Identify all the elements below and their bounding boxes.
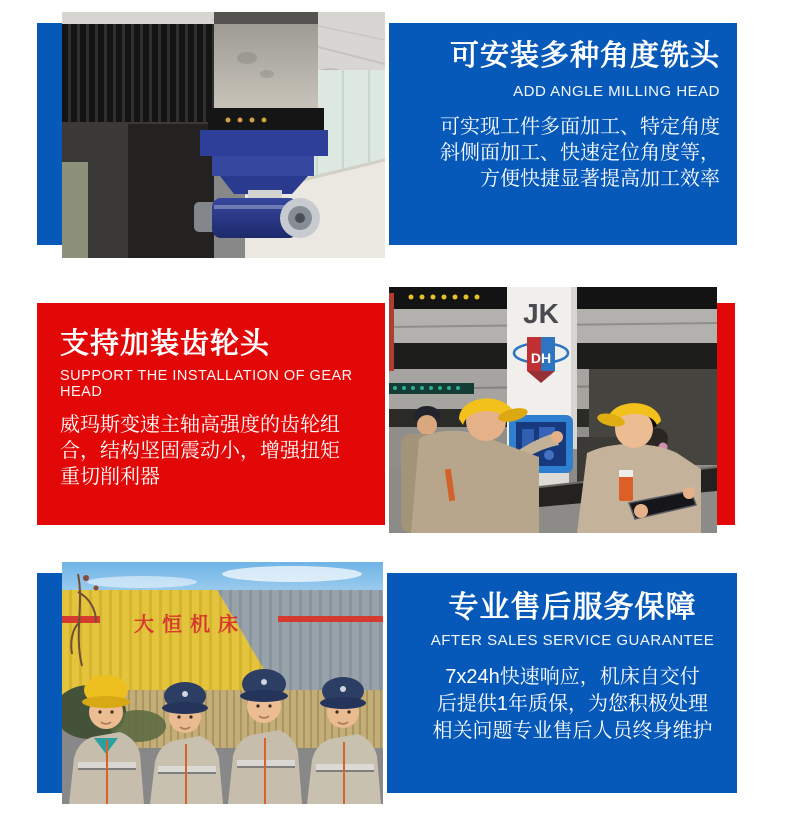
engineers-inspecting-machine-photo	[385, 287, 717, 533]
building-sign-text: 大恒机床	[134, 614, 246, 636]
body-line: 后提供1年质保，为您积极处理	[436, 692, 709, 715]
gantry-beam	[62, 24, 214, 124]
section-title: 可安装多种角度铣头	[449, 40, 720, 72]
gantry-milling-machine-photo	[62, 12, 389, 258]
section-after-sales-text	[420, 591, 725, 745]
body-line: 方便快捷显著提高加工效率	[480, 168, 720, 191]
section-body	[420, 664, 725, 745]
section-subtitle: AFTER SALES SERVICE GUARANTEE	[430, 631, 715, 649]
body-line: 重切削利器	[60, 466, 160, 489]
section-gear-head-text	[60, 328, 390, 490]
section-angle-milling-text	[400, 40, 720, 192]
team-photo-illustration	[62, 562, 383, 804]
section-body	[60, 412, 390, 490]
body-line: 相关问题专业售后人员终身维护	[432, 719, 713, 742]
body-line: 可实现工件多面加工、特定角度	[440, 116, 720, 139]
machine-logo-bottom-text: DH	[530, 350, 552, 366]
machine-logo-top-text: JK	[523, 298, 559, 329]
section-subtitle: ADD ANGLE MILLING HEAD	[513, 83, 720, 101]
service-team-photo	[62, 562, 387, 804]
body-line: 斜侧面加工、快速定位角度等，	[440, 142, 720, 165]
section-title: 专业售后服务保障	[448, 591, 697, 624]
body-line: 威玛斯变速主轴高强度的齿轮组	[60, 414, 340, 437]
section-subtitle: SUPPORT THE INSTALLATION OF GEAR HEAD	[60, 368, 353, 401]
section-body	[400, 114, 720, 192]
section-title: 支持加装齿轮头	[60, 328, 271, 360]
body-line: 合，结构坚固震动小，增强扭矩	[60, 440, 340, 463]
machine-photo-illustration	[62, 12, 385, 258]
body-line: 7x24h快速响应，机床自交付	[445, 665, 700, 688]
ram	[214, 12, 318, 112]
workshop-photo-illustration	[389, 287, 717, 533]
